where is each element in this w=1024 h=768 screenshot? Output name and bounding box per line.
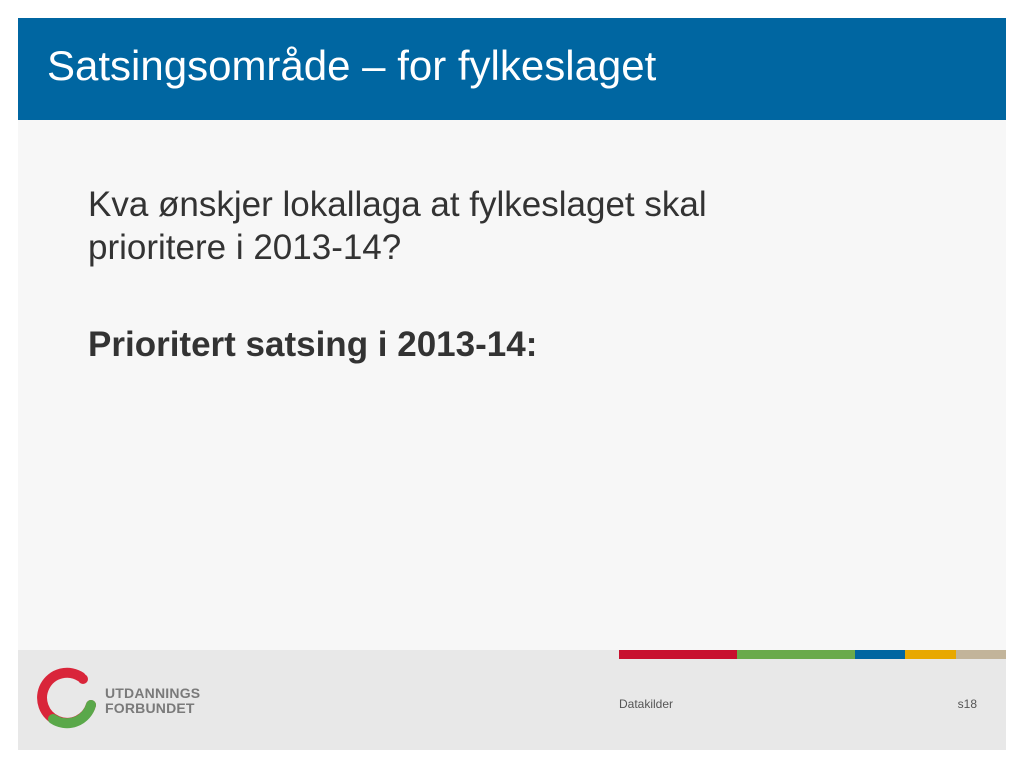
- slide-content: [88, 183, 848, 366]
- stripe-yellow: [905, 650, 956, 659]
- stripe-blue: [855, 650, 905, 659]
- logo-line-2: FORBUNDET: [105, 700, 195, 716]
- logo-wordmark: [105, 686, 200, 716]
- page-number: s18: [957, 697, 977, 711]
- question-text: Kva ønskjer lokallaga at fylkeslaget skal prioritere i 2013-14?: [88, 185, 707, 267]
- title-bar: [18, 18, 1006, 120]
- source-label: Datakilder: [619, 697, 674, 711]
- stripe-red: [619, 650, 737, 659]
- footer: [18, 650, 1006, 750]
- slide-title: Satsingsområde – for fylkeslaget: [47, 42, 657, 89]
- stripe-green: [737, 650, 855, 659]
- utdanningsforbundet-logo-icon: [37, 667, 99, 729]
- priority-heading: Prioritert satsing i 2013-14:: [88, 325, 538, 364]
- logo-line-1: UTDANNINGS: [105, 685, 201, 701]
- slide: [18, 18, 1006, 750]
- stripe-tan: [956, 650, 1006, 659]
